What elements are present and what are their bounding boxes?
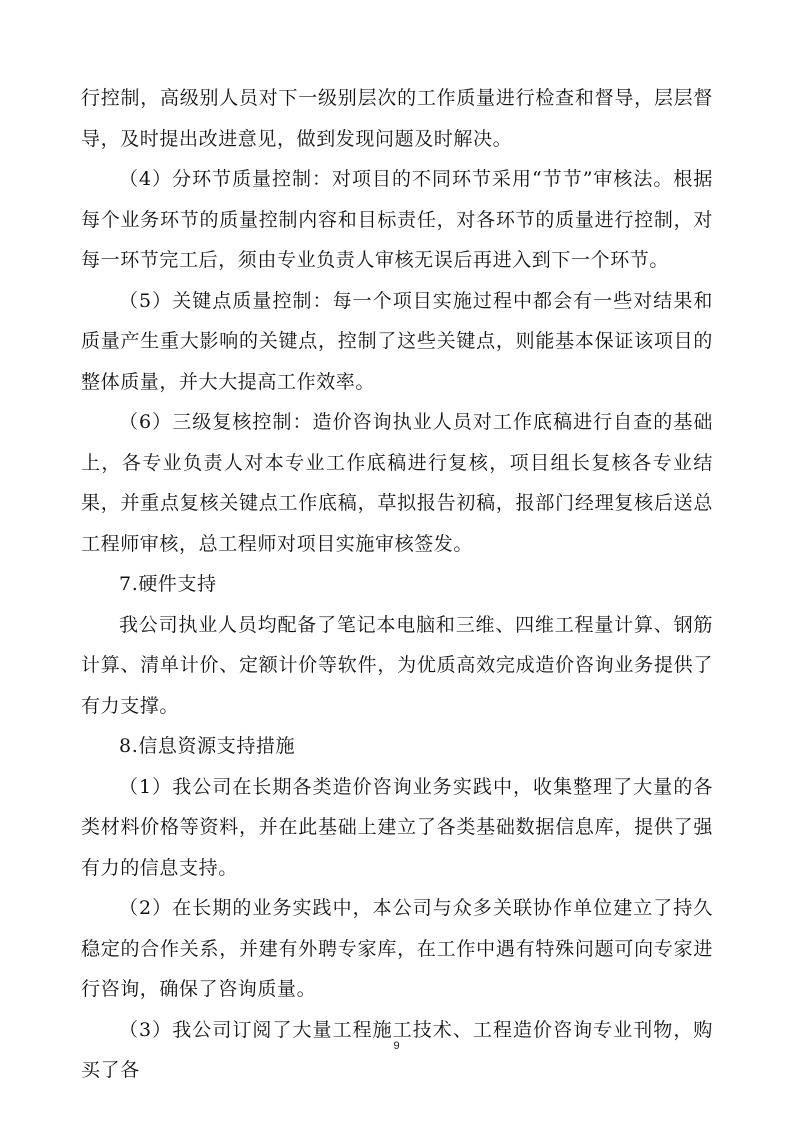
section-heading-information-resources: 8.信息资源支持措施 (119, 735, 296, 757)
paragraph-professional-publications: （3）我公司订阅了大量工程施工技术、工程造价咨询专业刊物，购买了各 (81, 1018, 713, 1081)
page-body (81, 78, 713, 1091)
paragraph-three-level-review: （6）三级复核控制：造价咨询执业人员对工作底稿进行自查的基础上，各专业负责人对本专业工作底稿进行复核，项目组长复核各专业结果，并重点复核关键点工作底稿，草拟报告初稿，报部门经理复核后送总工程师审核，总工程师对项目实施审核签发。 (81, 411, 713, 555)
paragraph-segment-quality-control: （4）分环节质量控制：对项目的不同环节采用“节节”审核法。根据每个业务环节的质量控制内容和目标责任，对各环节的质量进行控制，对每一环节完工后，须由专业负责人审核无误后再进入到下一个环节。 (81, 168, 713, 271)
paragraph-continuation: 行控制，高级别人员对下一级别层次的工作质量进行检查和督导，层层督导，及时提出改进意见，做到发现问题及时解决。 (81, 87, 713, 150)
page-number: 9 (393, 1040, 400, 1052)
paragraph-keypoint-quality-control: （5）关键点质量控制：每一个项目实施过程中都会有一些对结果和质量产生重大影响的关键点，控制了这些关键点，则能基本保证该项目的整体质量，并大大提高工作效率。 (81, 289, 713, 393)
section-heading-hardware-support: 7.硬件支持 (119, 573, 217, 595)
paragraph-information-database: （1）我公司在长期各类造价咨询业务实践中，收集整理了大量的各类材料价格等资料，并在此基础上建立了各类基础数据信息库，提供了强有力的信息支持。 (81, 775, 713, 879)
paragraph-partner-relations: （2）在长期的业务实践中，本公司与众多关联协作单位建立了持久稳定的合作关系，并建有外聘专家库，在工作中遇有特殊问题可向专家进行咨询，确保了咨询质量。 (81, 897, 713, 1000)
paragraph-hardware-support: 我公司执业人员均配备了笔记本电脑和三维、四维工程量计算、钢筋计算、清单计价、定额计价等软件，为优质高效完成造价咨询业务提供了有力支撑。 (81, 613, 713, 717)
